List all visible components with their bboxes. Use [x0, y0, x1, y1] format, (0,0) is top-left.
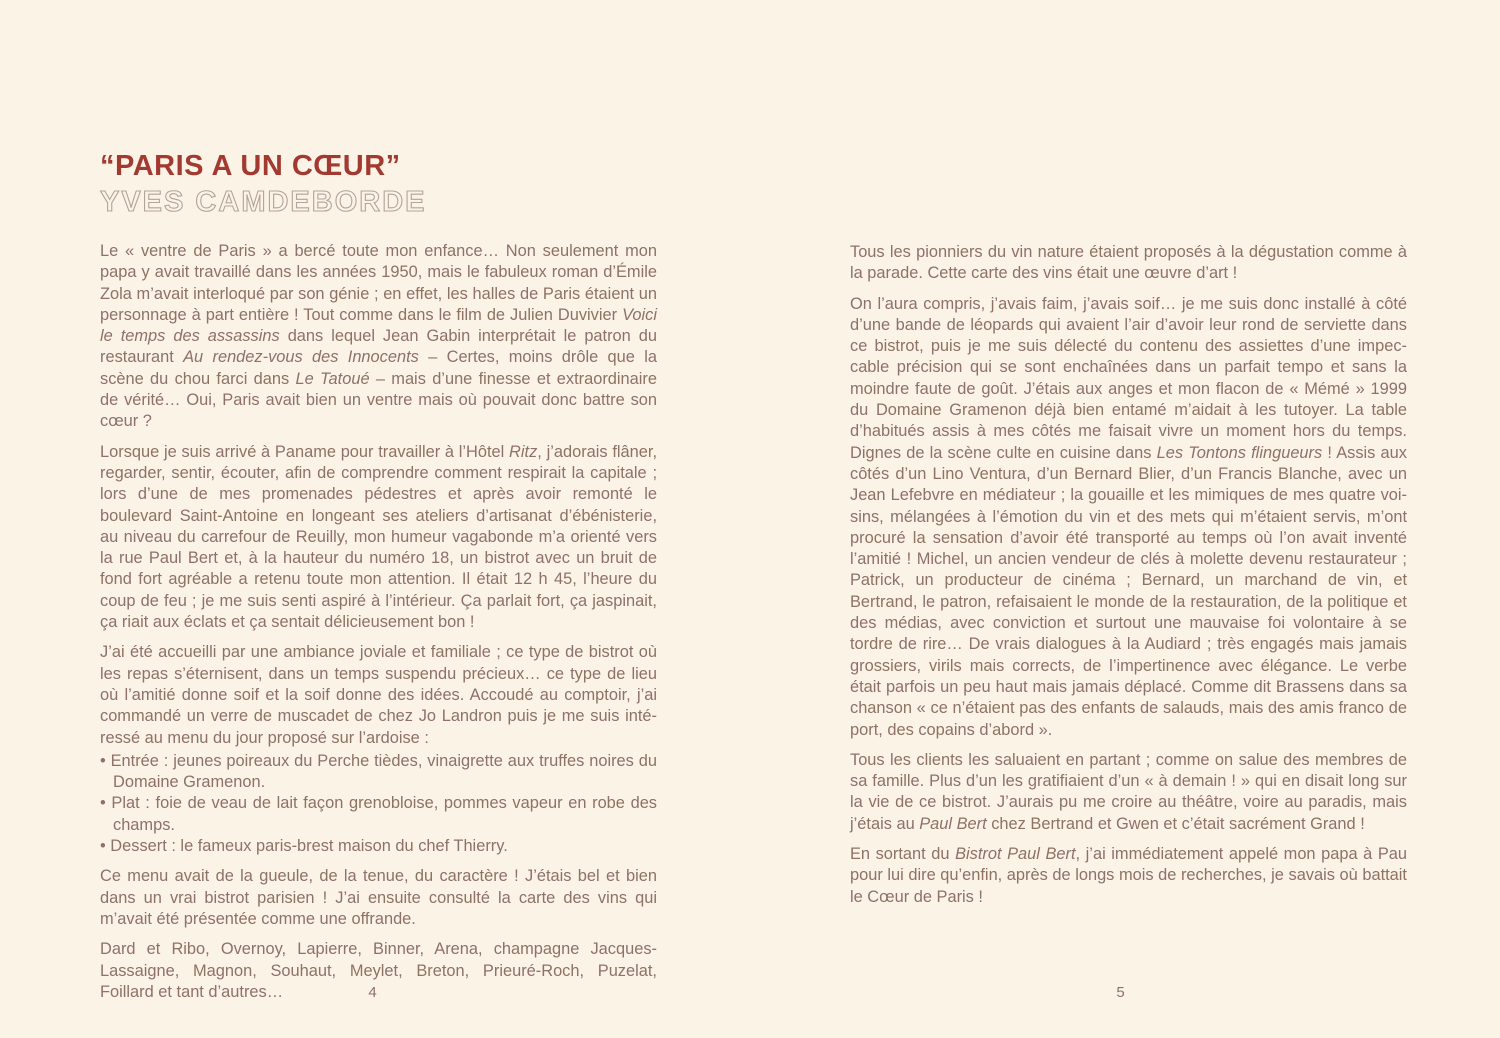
text-run: , j’adorais flâner, regarder, sentir, écouter, afin de comprendre comment respirait la capitale ; lors d’une de mes promenades pédestres et après avoir remonté le boulevard Saint-Antoine en longeant ses ateliers d’artisanat d’ébénisterie, au niveau du carrefour de Reuilly, mon humeur vagabonde m’a orienté vers la rue Paul Bert et, à la hauteur du numéro 18, un bistrot avec un bruit de fond fort agréable a retenu toute mon attention. Il était 12 h 45, l’heure du coup de feu ; je me suis senti aspiré à l’intérieur. Ça parlait fort, ça jaspinait, ça riait aux éclats et ça sentait délicieusement bon ! — [100, 442, 657, 632]
italic-text-run: Paul Bert — [919, 814, 987, 833]
body-paragraph — [100, 866, 657, 930]
italic-text-run: Le Tatoué — [295, 369, 370, 388]
text-run: • Dessert : le fameux paris-brest maison du chef Thierry. — [100, 837, 508, 856]
text-run: J’ai été accueilli par une ambiance joviale et familiale ; ce type de bistrot où les repas s’éternisent, dans un temps suspendu précieux… ce type de lieu où l’amitié donne soif et la soif donne des idées. Accoudé au comptoir, j’ai commandé un verre de muscadet de chez Jo Landron puis je me suis intéressé au menu du jour proposé sur l’ardoise : — [100, 643, 657, 747]
right-page-text — [850, 242, 1407, 908]
text-run: Ce menu avait de la gueule, de la tenue, du caractère ! J’étais bel et bien dans un vrai bistrot parisien ! J’ai ensuite consulté la carte des vins qui m’avait été présentée comme une offrande. — [100, 867, 657, 928]
text-run: Tous les pionniers du vin nature étaient proposés à la dégustation comme à la parade. Cette carte des vins était une œuvre d’art ! — [850, 243, 1407, 283]
text-run: , j’ai immédiatement appelé mon papa à Pau pour lui dire qu’enfin, après de longs mois de recherches, je savais où battait le Cœur de Paris ! — [850, 845, 1407, 906]
body-paragraph — [850, 750, 1407, 835]
body-paragraph — [850, 294, 1407, 741]
text-run: ! Assis aux côtés d’un Lino Ventura, d’un Bernard Blier, d’un Francis Blanche, avec un Jean Lefebvre en médiateur ; la gouaille et les mimiques de mes quatre voisins, mélangées à l’émotion du vin et des mets qui m’étaient servis, m’ont procuré la sensation d’avoir été transporté au temps où l’on avait inventé l’amitié ! Michel, un ancien vendeur de clés à molette devenu restaurateur ; Patrick, un producteur de cinéma ; Bernard, un marchand de vin, et Bertrand, le patron, refaisaient le monde de la restauration, de la politique et des médias, avec conviction et surtout une mauvaise foi volontaire à se tordre de rire… De vrais dialogues à la Audiard ; très engagés mais jamais grossiers, virils mais corrects, de l’impertinence avec élégance. Le verbe était parfois un peu haut mais jamais déplacé. Comme dit Brassens dans sa chanson « ce n’étaient pas des enfants de salauds, mais des amis franco de port, des copains d’abord ». — [850, 443, 1407, 739]
menu-bullet-item — [100, 793, 657, 836]
text-run: chez Bertrand et Gwen et c’était sacrément Grand ! — [986, 814, 1365, 833]
menu-bullet-item — [100, 836, 657, 857]
left-page — [100, 150, 657, 1012]
text-run: – mais d’une finesse et extraordinaire de vérité… Oui, Paris avait bien un ventre mais où pouvait donc battre son cœur ? — [100, 369, 658, 431]
italic-text-run: Bistrot Paul Bert — [955, 845, 1076, 864]
body-paragraph — [850, 844, 1407, 908]
text-run: Dard et Ribo, Overnoy, Lapierre, Binner, Arena, champagne Jacques-Lassaigne, Magnon, Souhaut, Meylet, Breton, Prieuré-Roch, Puzelat, Foillard et tant d’autres… — [100, 940, 657, 1001]
text-run: Tous les clients les saluaient en partant ; comme on salue des membres de sa famille. Plus d’un les gratifiaient d’un « à demain ! » qui en disait long sur la vie de ce bistrot. J’aurais pu me croire au théâtre, voire au paradis, mais j’étais au — [850, 750, 1407, 833]
left-page-text — [100, 241, 657, 1003]
text-run: On l’aura compris, j’avais faim, j’avais soif… je me suis donc installé à côté d’une bande de léopards qui avaient l’air d’avoir leur rond de serviette dans ce bistrot, puis je me suis délecté du contenu des assiettes d’une impeccable précision qui se sont enchaînées dans un parfait tempo et sans la moindre faute de goût. J’étais aux anges et mon flacon de « Mémé » 1999 du Domaine Gramenon déjà bien entamé m’aidait à les tutoyer. La table d’habitués assis à mes côtés me faisait vivre un moment hors du temps. Dignes de la scène culte en cuisine dans — [850, 294, 1407, 462]
italic-text-run: Ritz — [509, 442, 538, 461]
text-run: • Entrée : jeunes poireaux du Perche tièdes, vinaigrette aux truffes noires du Domaine Gramenon. — [100, 751, 657, 792]
author-name: YVES CAMDEBORDE — [100, 186, 427, 218]
body-paragraph — [850, 242, 1407, 285]
text-run: En sortant du — [850, 845, 956, 864]
text-run: Lorsque je suis arrivé à Paname pour travailler à l’Hôtel — [100, 442, 510, 461]
text-run: • Plat : foie de veau de lait façon grenobloise, pommes vapeur en robe des champs. — [100, 794, 657, 834]
body-paragraph — [100, 241, 657, 433]
chapter-title: “PARIS A UN CŒUR” — [100, 150, 401, 182]
page-number-right: 5 — [1116, 984, 1125, 1001]
body-paragraph — [100, 642, 657, 748]
body-paragraph — [100, 442, 657, 634]
page-number-left: 4 — [368, 984, 377, 1001]
text-run: Le « ventre de Paris » a bercé toute mon enfance… Non seulement mon papa y avait travaillé dans les années 1950, mais le fabuleux roman d’Émile Zola m’avait interloqué par son génie ; en effet, les halles de Paris étaient un personnage à part entière ! Tout comme dans le film de Julien Duvivier — [100, 242, 657, 324]
right-page — [850, 242, 1407, 917]
italic-text-run: Les Tontons flingueurs — [1156, 443, 1323, 462]
italic-text-run: Voici le temps des assassins — [100, 305, 657, 346]
menu-bullet-item — [100, 751, 657, 794]
text-run: dans lequel Jean Gabin interprétait le patron du restaurant — [100, 327, 657, 367]
italic-text-run: Au rendez-vous des Innocents — [183, 348, 419, 367]
text-run: – Certes, moins drôle que la scène du chou farci dans — [100, 348, 657, 388]
